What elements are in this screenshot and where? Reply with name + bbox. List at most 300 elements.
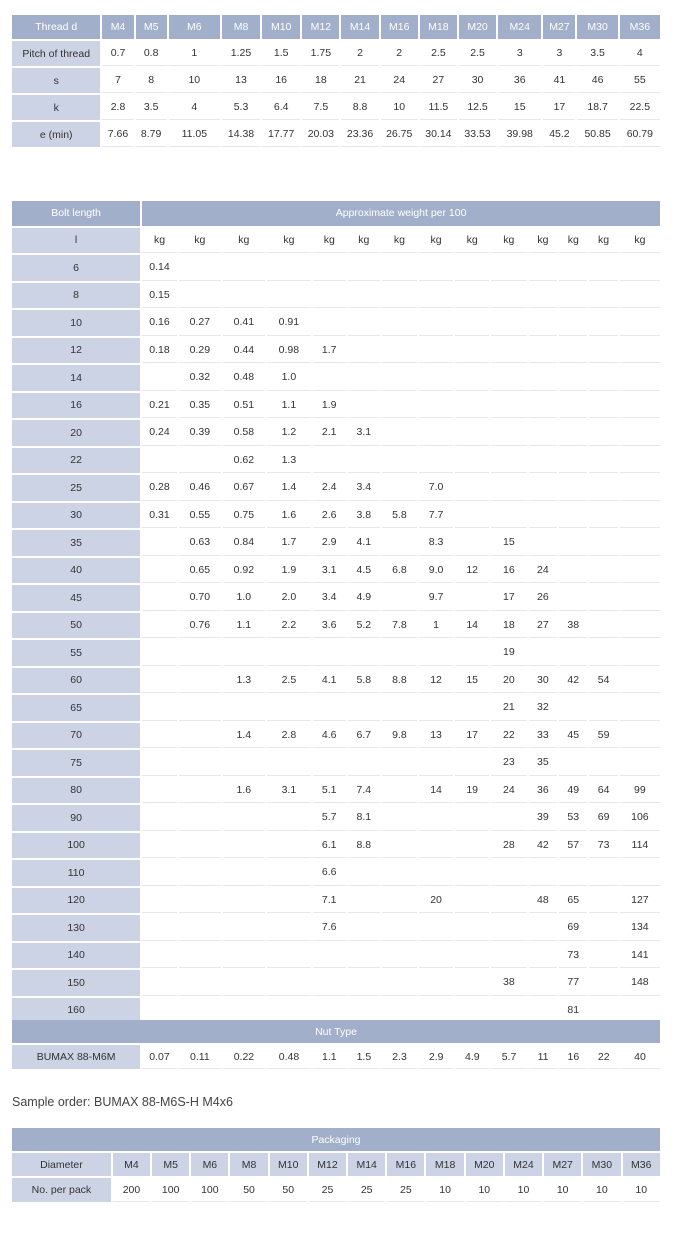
weight-row: [12, 448, 660, 474]
unit-kg: kg: [491, 228, 527, 254]
weight-value: [179, 915, 221, 941]
diameter-value: M4: [113, 1153, 150, 1176]
per-pack-row: [12, 1178, 660, 1202]
thread-size: M12: [302, 15, 339, 39]
weight-value: [559, 860, 587, 886]
weight-value: [348, 255, 381, 281]
weight-value: [142, 750, 177, 776]
dimension-value: 8.8: [341, 95, 378, 120]
weight-value: 0.46: [179, 475, 221, 501]
weight-value: [348, 640, 381, 666]
weight-row: [12, 475, 660, 501]
weight-value: [267, 695, 311, 721]
dimension-value: 8: [136, 68, 167, 93]
weight-value: [455, 640, 489, 666]
dimension-value: 50.85: [577, 122, 617, 147]
weight-value: [559, 338, 587, 364]
diameter-row: [12, 1153, 660, 1176]
weight-value: 27: [529, 613, 557, 639]
dimension-value: 13: [222, 68, 260, 93]
weight-value: [491, 888, 527, 914]
dimension-value: 1.75: [302, 41, 339, 66]
weight-value: [179, 640, 221, 666]
weight-value: [179, 283, 221, 309]
weight-value: 0.41: [223, 310, 265, 336]
weight-value: [559, 585, 587, 611]
weight-value: [267, 640, 311, 666]
weight-value: [223, 255, 265, 281]
dimension-value: 4: [169, 95, 220, 120]
weight-value: 7.7: [419, 503, 454, 529]
nut-value: 0.48: [267, 1045, 311, 1069]
weight-value: [620, 420, 660, 446]
bolt-length: 140: [12, 943, 140, 969]
weight-value: 1.6: [267, 503, 311, 529]
dimension-label: k: [12, 95, 100, 120]
weight-value: [455, 503, 489, 529]
dimension-value: 7: [102, 68, 133, 93]
bolt-length: 30: [12, 503, 140, 529]
nut-value: 2.9: [419, 1045, 454, 1069]
weight-row: [12, 695, 660, 721]
weight-value: 14: [455, 613, 489, 639]
weight-value: 20: [419, 888, 454, 914]
weight-value: [559, 558, 587, 584]
weight-row: [12, 585, 660, 611]
weight-value: 0.31: [142, 503, 177, 529]
weight-value: 0.91: [267, 310, 311, 336]
weight-value: 2.6: [313, 503, 346, 529]
weight-value: 148: [620, 970, 660, 996]
dimension-value: 4: [620, 41, 660, 66]
weight-value: [382, 530, 417, 556]
weights-header-row: [12, 201, 660, 226]
weight-value: 15: [491, 530, 527, 556]
weight-value: [313, 255, 346, 281]
weight-row: [12, 750, 660, 776]
weight-value: [589, 503, 617, 529]
weight-value: 17: [491, 585, 527, 611]
weight-value: 12: [419, 668, 454, 694]
weight-value: [223, 943, 265, 969]
weight-value: [348, 448, 381, 474]
weight-value: [142, 860, 177, 886]
weight-value: [382, 448, 417, 474]
diameter-value: M20: [466, 1153, 503, 1176]
weight-value: [455, 255, 489, 281]
weight-value: [589, 613, 617, 639]
weight-value: [179, 778, 221, 804]
weight-value: 6.1: [313, 833, 346, 859]
weight-value: [419, 338, 454, 364]
dimension-value: 17.77: [262, 122, 300, 147]
dimension-value: 27: [420, 68, 457, 93]
weight-value: [267, 805, 311, 831]
weight-value: [267, 283, 311, 309]
packaging-table: [10, 1126, 662, 1204]
weight-row: [12, 860, 660, 886]
weight-value: 0.65: [179, 558, 221, 584]
diameter-value: M36: [623, 1153, 661, 1176]
weight-value: [313, 283, 346, 309]
weight-value: [589, 420, 617, 446]
weight-value: [348, 310, 381, 336]
weight-value: 2.9: [313, 530, 346, 556]
weight-value: 17: [455, 723, 489, 749]
weight-value: [455, 393, 489, 419]
unit-kg: kg: [142, 228, 177, 254]
weight-value: [491, 805, 527, 831]
weight-value: [491, 475, 527, 501]
weight-value: [223, 283, 265, 309]
weight-value: 33: [529, 723, 557, 749]
weight-value: [313, 970, 346, 996]
weight-value: [142, 943, 177, 969]
per-pack-value: 25: [387, 1178, 424, 1202]
weight-value: [529, 255, 557, 281]
weight-value: [179, 668, 221, 694]
weight-value: [491, 255, 527, 281]
weight-value: 1.2: [267, 420, 311, 446]
bolt-length: 10: [12, 310, 140, 336]
weight-value: [179, 723, 221, 749]
weights-unit-row: [12, 228, 660, 254]
weight-value: [313, 695, 346, 721]
dimension-value: 2: [381, 41, 418, 66]
weight-value: 7.4: [348, 778, 381, 804]
weight-value: [223, 888, 265, 914]
weight-value: [589, 750, 617, 776]
weight-value: 3.6: [313, 613, 346, 639]
weight-value: [589, 888, 617, 914]
weight-value: [142, 640, 177, 666]
weight-value: [455, 970, 489, 996]
weight-value: 0.27: [179, 310, 221, 336]
weight-value: 0.39: [179, 420, 221, 446]
per-pack-value: 10: [583, 1178, 620, 1202]
dimension-value: 17: [543, 95, 575, 120]
per-pack-value: 100: [191, 1178, 228, 1202]
weight-value: 127: [620, 888, 660, 914]
weight-row: [12, 833, 660, 859]
bolt-length: 70: [12, 723, 140, 749]
weight-value: [179, 888, 221, 914]
weight-value: [142, 695, 177, 721]
weight-value: [589, 310, 617, 336]
dimension-value: 2.5: [459, 41, 496, 66]
weight-value: [559, 365, 587, 391]
weight-value: [419, 695, 454, 721]
weight-value: [491, 393, 527, 419]
weight-value: [419, 640, 454, 666]
weight-row: [12, 888, 660, 914]
weight-value: 69: [559, 915, 587, 941]
weight-value: [529, 310, 557, 336]
weight-row: [12, 310, 660, 336]
weight-value: [382, 888, 417, 914]
weight-value: [382, 778, 417, 804]
weight-value: [142, 805, 177, 831]
approx-weight-label: Approximate weight per 100: [142, 201, 660, 226]
weight-value: [382, 805, 417, 831]
unit-kg: kg: [529, 228, 557, 254]
diameter-value: M27: [544, 1153, 581, 1176]
weight-value: 106: [620, 805, 660, 831]
weight-value: [382, 833, 417, 859]
weight-value: [455, 365, 489, 391]
weight-value: 1.3: [223, 668, 265, 694]
weight-value: 0.24: [142, 420, 177, 446]
thread-size: M10: [262, 15, 300, 39]
weight-value: [559, 310, 587, 336]
weight-value: [620, 393, 660, 419]
diameter-value: M10: [270, 1153, 307, 1176]
weight-value: [419, 283, 454, 309]
weight-value: [348, 695, 381, 721]
weight-value: 0.75: [223, 503, 265, 529]
weight-value: 4.9: [348, 585, 381, 611]
dimension-value: 41: [543, 68, 575, 93]
dimensions-row: [12, 122, 660, 147]
weight-value: 0.67: [223, 475, 265, 501]
weight-value: 5.8: [348, 668, 381, 694]
weight-value: 19: [491, 640, 527, 666]
weight-value: 1.4: [267, 475, 311, 501]
unit-kg: kg: [382, 228, 417, 254]
weight-value: [382, 393, 417, 419]
weight-value: 48: [529, 888, 557, 914]
weight-value: 4.6: [313, 723, 346, 749]
weight-value: 4.5: [348, 558, 381, 584]
dimension-value: 0.8: [136, 41, 167, 66]
bolt-length: 90: [12, 805, 140, 831]
thread-size: M18: [420, 15, 457, 39]
per-pack-value: 10: [466, 1178, 503, 1202]
weight-value: 0.44: [223, 338, 265, 364]
per-pack-value: 10: [505, 1178, 542, 1202]
weight-value: 35: [529, 750, 557, 776]
weight-value: [589, 695, 617, 721]
dimension-value: 30.14: [420, 122, 457, 147]
dimension-value: 10: [169, 68, 220, 93]
dimension-value: 20.03: [302, 122, 339, 147]
weight-value: [267, 915, 311, 941]
weight-value: [348, 750, 381, 776]
weight-value: [313, 310, 346, 336]
weight-value: 1.0: [223, 585, 265, 611]
weight-value: 24: [529, 558, 557, 584]
weight-row: [12, 970, 660, 996]
weight-value: [455, 888, 489, 914]
weight-value: [529, 915, 557, 941]
weight-value: [559, 448, 587, 474]
weight-value: 8.8: [348, 833, 381, 859]
weight-value: 0.14: [142, 255, 177, 281]
bolt-length-label: Bolt length: [12, 201, 140, 226]
weight-value: 36: [529, 778, 557, 804]
weight-value: [589, 255, 617, 281]
dimension-value: 23.36: [341, 122, 378, 147]
bolt-length: 150: [12, 970, 140, 996]
weight-value: [179, 860, 221, 886]
dimension-value: 1.5: [262, 41, 300, 66]
weight-value: 1.7: [267, 530, 311, 556]
nut-value: 0.22: [223, 1045, 265, 1069]
weight-value: [419, 393, 454, 419]
dimension-value: 15: [498, 95, 541, 120]
weight-value: 0.29: [179, 338, 221, 364]
weight-value: [559, 475, 587, 501]
dimensions-row: [12, 95, 660, 120]
thread-size: M4: [102, 15, 133, 39]
weight-value: [142, 530, 177, 556]
weight-value: [529, 860, 557, 886]
weight-value: [529, 640, 557, 666]
unit-kg: kg: [267, 228, 311, 254]
weight-value: 7.6: [313, 915, 346, 941]
weight-value: 6.7: [348, 723, 381, 749]
weight-value: 0.48: [223, 365, 265, 391]
weight-value: [620, 860, 660, 886]
dimension-value: 45.2: [543, 122, 575, 147]
weight-value: 13: [419, 723, 454, 749]
weight-value: [142, 833, 177, 859]
thread-size: M16: [381, 15, 418, 39]
dimension-value: 1: [169, 41, 220, 66]
unit-kg: kg: [559, 228, 587, 254]
per-pack-label: No. per pack: [12, 1178, 111, 1202]
nut-header-row: [12, 1020, 660, 1043]
weight-value: 1.1: [267, 393, 311, 419]
weight-value: 2.2: [267, 613, 311, 639]
weight-value: [491, 448, 527, 474]
dimension-value: 33.53: [459, 122, 496, 147]
nut-row: [12, 1045, 660, 1069]
weight-value: [589, 915, 617, 941]
weight-value: [589, 448, 617, 474]
weight-value: [223, 915, 265, 941]
weight-value: [142, 970, 177, 996]
weight-value: [559, 695, 587, 721]
weight-value: [179, 833, 221, 859]
weight-value: [348, 393, 381, 419]
weight-value: [559, 393, 587, 419]
weight-value: [620, 750, 660, 776]
dimensions-table: [10, 13, 662, 149]
diameter-label: Diameter: [12, 1153, 111, 1176]
bolt-length: 160: [12, 998, 140, 1024]
thread-size: M30: [577, 15, 617, 39]
bolt-length: 110: [12, 860, 140, 886]
nut-value: 16: [559, 1045, 587, 1069]
dimension-value: 12.5: [459, 95, 496, 120]
weight-value: [419, 255, 454, 281]
weight-value: [419, 750, 454, 776]
dimension-value: 36: [498, 68, 541, 93]
nut-value: 0.11: [179, 1045, 221, 1069]
weight-value: [491, 943, 527, 969]
unit-kg: kg: [455, 228, 489, 254]
nut-value: 5.7: [491, 1045, 527, 1069]
weight-value: 1.9: [313, 393, 346, 419]
dimension-value: 22.5: [620, 95, 660, 120]
dimension-value: 11.05: [169, 122, 220, 147]
weight-value: [142, 613, 177, 639]
weight-value: [559, 750, 587, 776]
weight-value: [223, 695, 265, 721]
weight-value: [589, 283, 617, 309]
weight-value: 114: [620, 833, 660, 859]
weight-value: [382, 695, 417, 721]
per-pack-value: 100: [152, 1178, 189, 1202]
weight-value: [223, 750, 265, 776]
weight-value: [455, 338, 489, 364]
weight-value: [348, 283, 381, 309]
dimension-value: 2: [341, 41, 378, 66]
weight-value: [455, 585, 489, 611]
nut-value: 2.3: [382, 1045, 417, 1069]
weight-value: 5.8: [382, 503, 417, 529]
dimensions-row: [12, 68, 660, 93]
weight-value: [620, 695, 660, 721]
diameter-value: M16: [387, 1153, 424, 1176]
weight-value: [529, 393, 557, 419]
unit-kg: kg: [348, 228, 381, 254]
weight-value: 30: [529, 668, 557, 694]
unit-kg: kg: [419, 228, 454, 254]
dimension-value: 55: [620, 68, 660, 93]
weight-value: [589, 338, 617, 364]
per-pack-value: 10: [426, 1178, 463, 1202]
weight-value: 0.84: [223, 530, 265, 556]
bolt-length: 65: [12, 695, 140, 721]
bolt-length: 12: [12, 338, 140, 364]
weight-value: [589, 970, 617, 996]
weight-value: 23: [491, 750, 527, 776]
nut-value: 0.07: [142, 1045, 177, 1069]
weight-value: 0.55: [179, 503, 221, 529]
weight-value: [455, 283, 489, 309]
thread-size: M20: [459, 15, 496, 39]
weight-value: 9.8: [382, 723, 417, 749]
weight-value: [382, 475, 417, 501]
dimension-value: 14.38: [222, 122, 260, 147]
weight-value: [455, 833, 489, 859]
dimension-value: 11.5: [420, 95, 457, 120]
weight-value: 0.35: [179, 393, 221, 419]
weight-value: [142, 723, 177, 749]
bolt-length: 22: [12, 448, 140, 474]
weight-value: [455, 943, 489, 969]
weight-value: 81: [559, 998, 587, 1024]
weight-value: [348, 915, 381, 941]
weight-value: [589, 860, 617, 886]
weight-value: 15: [455, 668, 489, 694]
weight-value: [382, 338, 417, 364]
weight-value: 9.0: [419, 558, 454, 584]
weight-value: 57: [559, 833, 587, 859]
weight-value: [529, 283, 557, 309]
weight-value: 99: [620, 778, 660, 804]
nut-value: 40: [620, 1045, 660, 1069]
dimension-value: 3.5: [577, 41, 617, 66]
weight-value: 38: [559, 613, 587, 639]
weight-value: [267, 255, 311, 281]
weight-value: 9.7: [419, 585, 454, 611]
weight-value: [142, 448, 177, 474]
weight-row: [12, 668, 660, 694]
weight-value: [455, 915, 489, 941]
